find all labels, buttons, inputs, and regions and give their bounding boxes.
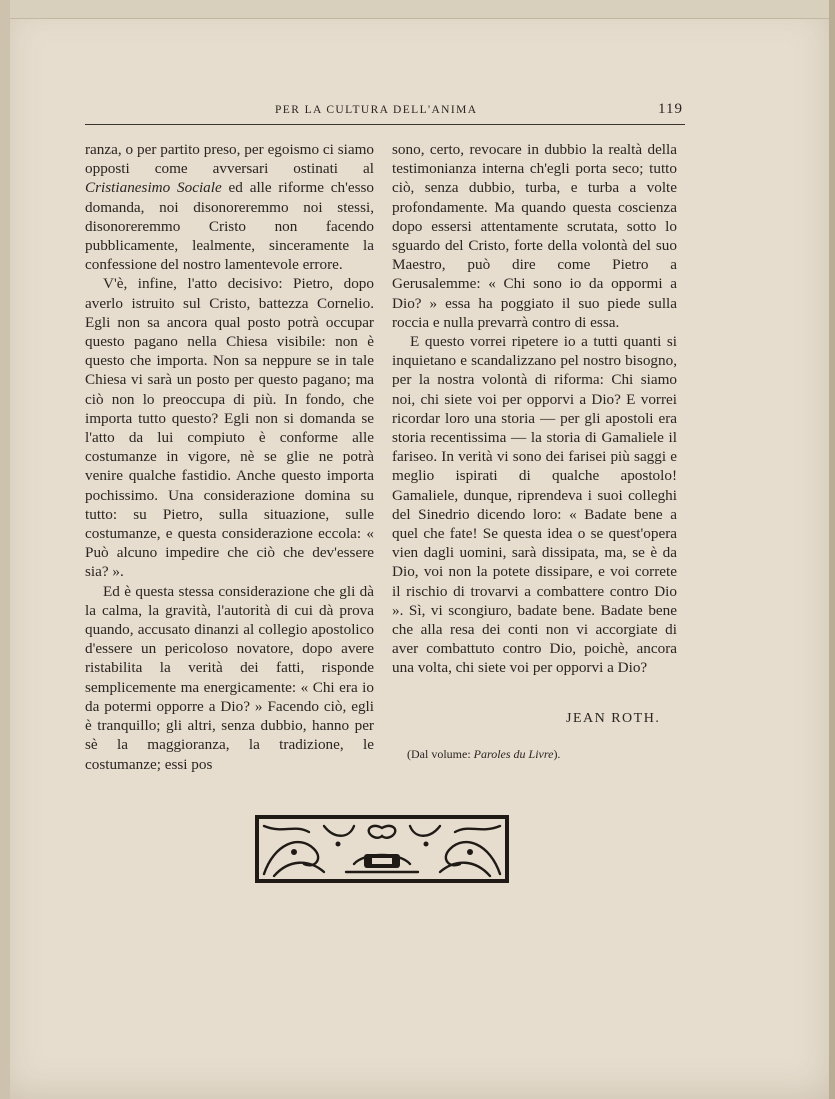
paragraph: V'è, infine, l'atto decisivo: Pietro, dopo averlo istruito sul Cristo, battezza Cornelio. Egli non sa ancora qual posto potrà occupar questo pagano nella Chiesa visibile: non è questo che importa. Non sa neppure se in tale Chiesa vi sarà un posto per questo pagano; ma ciò non lo preoccupa di più. In fondo, che importa tutto questo? Egli non si domanda se l'atto da lui compiuto è conforme alle costumanze in vigore, nè se glie ne potrà venire qualche fastidio. Anche questo importa pochissimo. Una considerazione domina su tutto: su Pietro, sulla situazione, sulle costumanze, e questa considerazione eccola: « Può alcuno impedire che ciò che dev'essere sia? ».	[85, 275, 374, 581]
source-prefix: (Dal volume:	[407, 747, 474, 761]
paragraph-text: ranza, o per partito preso, per egoismo ci siamo opposti come avversari ostinati al	[85, 141, 374, 178]
paragraph: Ed è questa stessa considerazione che gli dà la calma, la gravità, l'autorità di cui dà prova quando, accusato dinanzi al collegio apostolico d'essere un pericoloso novatore, dopo avere ristabilita la verità dei fatti, risponde semplicemente ma energicamente: « Chi era io da potermi opporre a Dio? » Facendo ciò, egli è tranquillo; gli altri, senza dubbio, hanno per sè la maggioranza, la tradizione, le costumanze; essi pos	[85, 582, 374, 773]
page-right-edge	[829, 0, 835, 1099]
right-column	[392, 140, 677, 678]
running-title: PER LA CULTURA DELL'ANIMA	[275, 104, 478, 116]
source-note	[407, 747, 560, 762]
paragraph: E questo vorrei ripetere io a tutti quanti si inquietano e scandalizzano pel nostro bisogno, per la nostra volontà di riforma: Chi siamo noi, chi siete voi per opporvi a Dio? E vorrei ricordar loro una storia — per gli apostoli era storia recentissima — la storia di Gamaliele il fariseo. In verità vi sono dei farisei più saggi e meglio ispirati di qualche apostolo! Gamaliele, dunque, riprendeva i suoi colleghi del Sinedrio dicendo loro: « Badate bene a quel che fate! Se questa idea o se quest'opera vien dagli uomini, sarà dissipata, ma, se è da Dio, voi non la potete dissipare, e voi correte il rischio di trovarvi a combattere contro Dio ». Sì, vi scongiuro, badate bene. Badate bene che alla resa dei conti non vi accorgiate di aver combattuto contro Dio, poichè, ancora una volta, chi siete voi per opporvi a Dio?	[392, 333, 677, 677]
author-signature: JEAN ROTH.	[566, 711, 661, 726]
paragraph-text: ed alle riforme ch'esso domanda, noi disonoreremmo noi stessi, disonoreremmo Cristo non facendo pubblicamente, lealmente, sinceramente la confessione del nostro lamentevole errore.	[85, 179, 374, 274]
decorative-vignette	[254, 814, 510, 884]
emphasis-text: Cristianesimo Sociale	[85, 179, 222, 197]
paragraph	[85, 140, 374, 274]
left-column	[85, 140, 374, 774]
page-number: 119	[658, 101, 683, 117]
page-header	[85, 100, 685, 125]
page-left-edge	[0, 0, 10, 1099]
source-suffix: ).	[553, 747, 561, 761]
paragraph: sono, certo, revocare in dubbio la realtà della testimonianza interna ch'egli porta seco; tutto ciò, senza dubbio, turba, e turba a volte profondamente. Ma quando questa coscienza dopo essersi attentamente scrutata, sotto lo sguardo del Cristo, forte della volontà del suo Maestro, può dire come Pietro a Gerusalemme: « Chi sono io da oppormi a Dio? » essa ha poggiato il suo piede sulla roccia e nulla prevarrà contro di essa.	[392, 141, 677, 331]
page-top-edge	[0, 0, 835, 19]
source-title: Paroles du Livre	[473, 747, 554, 761]
